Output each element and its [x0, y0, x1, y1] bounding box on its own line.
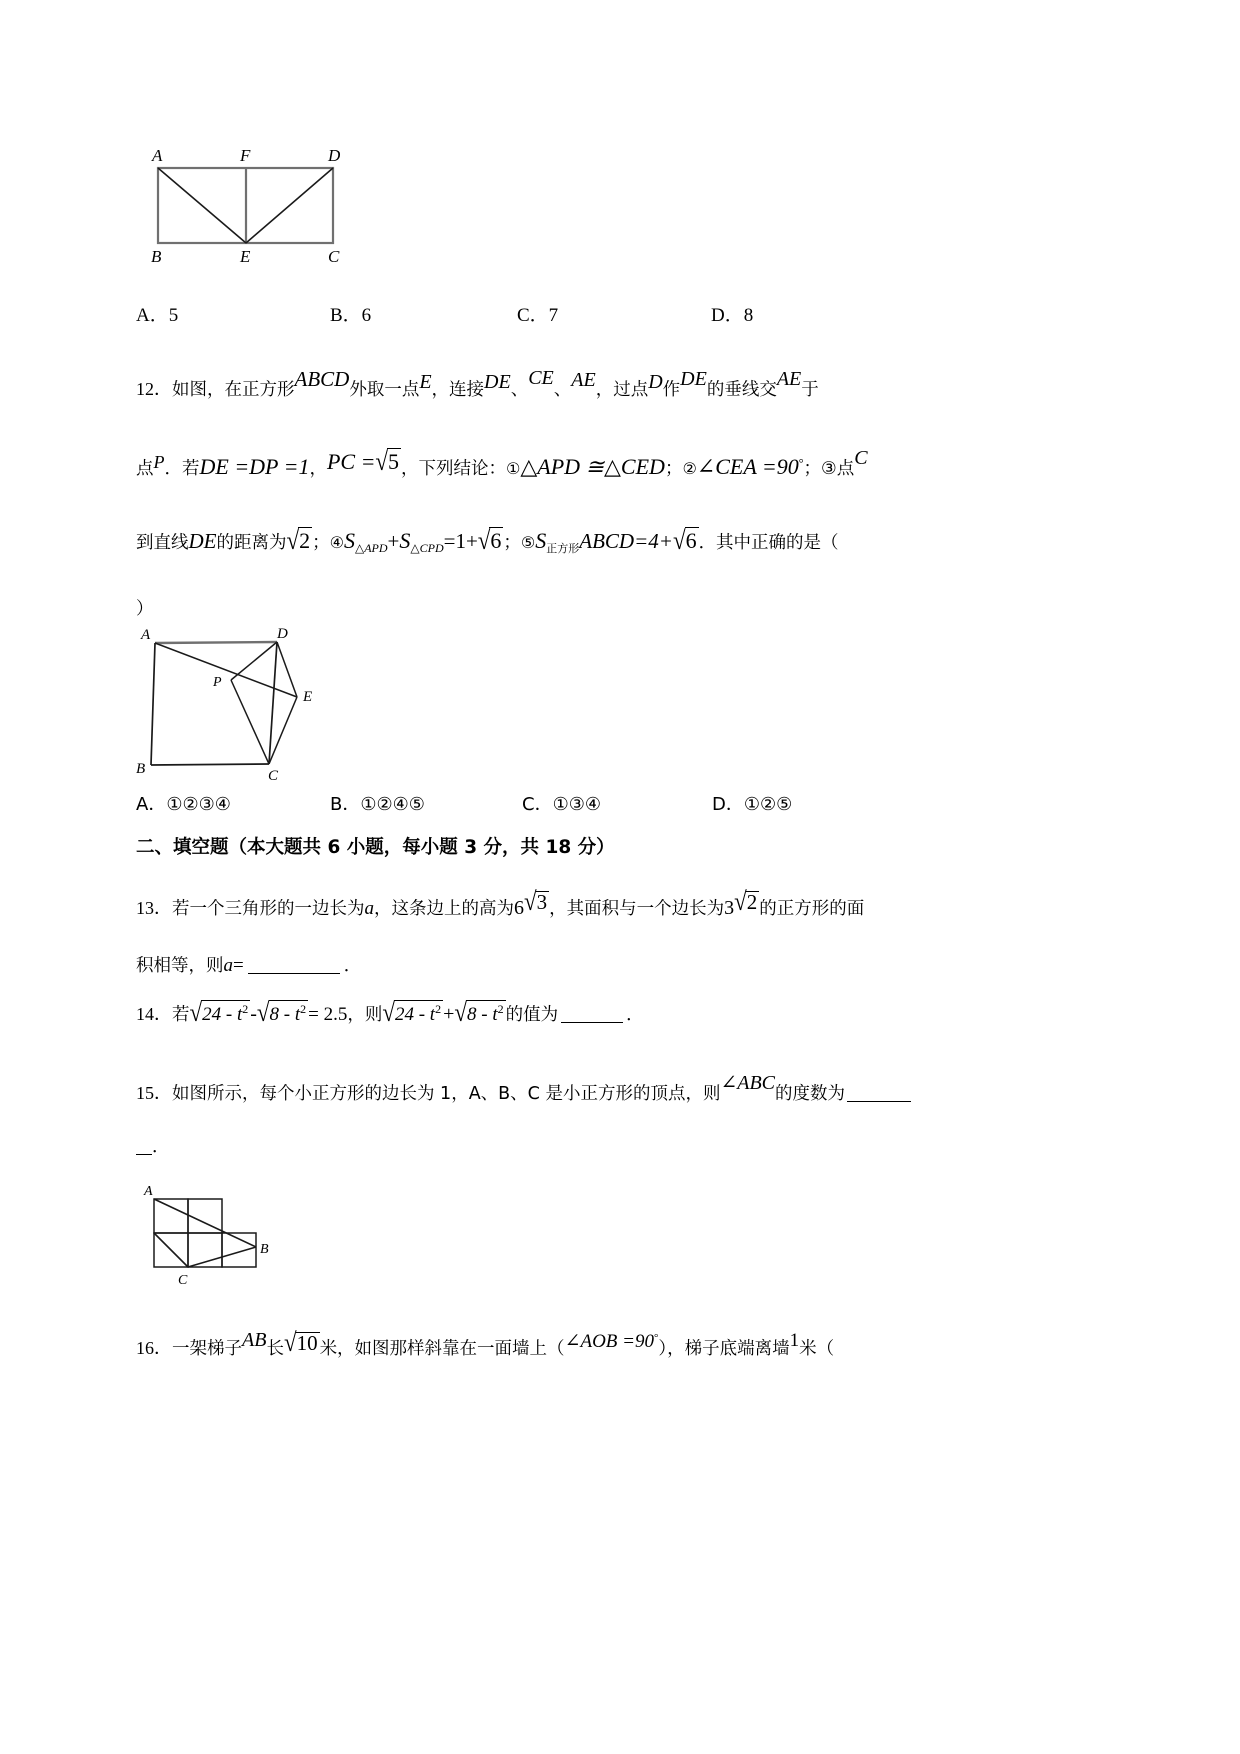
q12-rad-5-body: 5: [388, 449, 400, 474]
question-16-line-1: [136, 1330, 1066, 1374]
q12-l3-b: 的距离为: [216, 533, 287, 553]
q12-l3-c: ．其中正确的是（: [698, 533, 839, 553]
q13-n2: 3: [724, 897, 735, 919]
figure-1-label-F: F: [240, 146, 251, 165]
q12-var-abcd: ABCD: [294, 367, 350, 391]
q15-answer-blank[interactable]: [847, 1100, 911, 1102]
q13-l2-b: ．: [343, 956, 362, 976]
question-14-line-1: [136, 1000, 1066, 1048]
q13-l1-d: 的正方形的面: [759, 899, 865, 919]
q12-l3-semi-1: ；: [312, 533, 330, 553]
q12-var-p: P: [153, 452, 165, 472]
q12-option-c[interactable]: C．①③④: [522, 794, 601, 815]
figure-1-label-D: D: [328, 146, 341, 165]
q16-rad-10: √10: [283, 1328, 318, 1357]
figure-rectangle-abcd: [136, 138, 366, 268]
q12-mark-1: ①: [506, 459, 521, 478]
question-12-options: [136, 790, 936, 824]
q12-var-de2: DE: [680, 368, 707, 390]
question-13-line-2: [136, 952, 1066, 986]
q12-rad-6a-body: 6: [490, 528, 502, 553]
figure-3-label-C: C: [178, 1273, 188, 1288]
q14-c: 的值为: [505, 1005, 559, 1025]
q15-l1-a: 如图所示，每个小正方形的边长为 1，A、B、C 是小正方形的顶点，则: [172, 1084, 721, 1104]
q14-minus: -: [250, 1003, 257, 1025]
q12-text-d: 、: [510, 380, 529, 400]
q14-a: 若: [172, 1005, 190, 1025]
q13-var-a2: a: [223, 955, 233, 976]
q14-number: 14．: [136, 1004, 172, 1024]
q12-semi-2: ；: [803, 459, 822, 479]
figure-1-label-E: E: [240, 247, 251, 266]
figure-1-label-B: B: [151, 247, 162, 266]
q12-rad-2: √2: [286, 526, 311, 555]
option-c[interactable]: C．7: [517, 305, 559, 326]
q13-n1: 6: [514, 897, 524, 919]
q12-rad-2-body: 2: [299, 528, 311, 553]
q13-rad-3: √3: [524, 887, 548, 916]
q14-rad-4-exp: 2: [497, 1002, 504, 1016]
q12-eq-de-dp: DE =DP =1: [199, 454, 310, 479]
q12-mark-5: ⑤: [520, 533, 536, 552]
q12-eq-pc-lhs: PC =: [326, 449, 376, 474]
q12-concl-4-eq: =1+: [443, 529, 478, 553]
q14-rad-2-exp: 2: [300, 1002, 307, 1016]
q14-eq: = 2.5: [308, 1004, 348, 1025]
q12-option-d[interactable]: D．①②⑤: [712, 794, 793, 815]
figure-2-label-C: C: [268, 768, 279, 783]
q12-l2-c: ，: [309, 459, 327, 479]
q12-l3-semi-2: ；: [503, 533, 521, 553]
q12-var-ae2: AE: [776, 368, 802, 390]
q16-rad-10-body: 10: [296, 1331, 318, 1355]
q16-var-ab: AB: [242, 1329, 267, 1351]
question-13-line-1: [136, 887, 1066, 934]
q12-text-i: 于: [801, 380, 819, 400]
q12-concl-4: [344, 527, 503, 556]
q12-concl-5-s: S: [535, 528, 547, 553]
q14-rad-1-body: 24 - t: [202, 1004, 243, 1025]
figure-1-label-C: C: [328, 247, 340, 266]
q12-concl-2: [697, 454, 804, 480]
q12-text-f: ，过点: [595, 380, 649, 400]
q12-concl-4-s2: S: [399, 528, 411, 553]
q15-answer-blank-cont[interactable]: [136, 1153, 152, 1155]
q12-l3-de: DE: [188, 529, 217, 553]
q12-option-a[interactable]: A．①②③④: [136, 794, 231, 815]
figure-1-label-A: A: [152, 146, 163, 165]
figure-grid-abc: [136, 1185, 336, 1305]
q12-text-e: 、: [553, 380, 572, 400]
q12-text-b: 外取一点: [349, 380, 420, 400]
q14-d: ．: [626, 1005, 644, 1025]
q12-var-ce: CE: [528, 367, 554, 389]
q14-rad-3-body: 24 - t: [394, 1004, 436, 1025]
q14-rad-2-body: 8 - t: [269, 1004, 301, 1025]
q12-var-c: C: [854, 447, 868, 469]
q14-rad-3: $√24 - t^2$: [382, 998, 442, 1027]
figure-2-label-A: A: [141, 628, 151, 643]
q14-answer-blank[interactable]: [561, 1021, 623, 1023]
figure-1-svg: [136, 138, 366, 268]
q12-var-ae1: AE: [571, 369, 596, 391]
q16-angle-aob: [565, 1330, 659, 1353]
q14-rad-2: $√8 - t^2$: [256, 998, 307, 1027]
q13-eq: =: [233, 955, 244, 976]
q12-concl-2-lhs: ∠CEA =90: [696, 454, 799, 479]
q13-answer-blank[interactable]: [248, 972, 340, 974]
q16-angle-aob-deg: °: [654, 1332, 659, 1344]
q13-var-a1: a: [364, 898, 374, 919]
q12-rad-5: √5: [375, 447, 400, 476]
q16-a: 一架梯子: [172, 1339, 242, 1359]
q12-rad-6b-body: 6: [685, 528, 697, 553]
figure-3-label-A: A: [144, 1185, 153, 1199]
option-b[interactable]: B．6: [330, 305, 372, 326]
q12-concl-5-abcd: ABCD=4+: [579, 529, 673, 553]
q12-mark-3: ③点: [821, 459, 855, 479]
q12-l2-b: ．若: [164, 459, 200, 479]
q12-concl-4-s1: S: [343, 528, 355, 553]
q16-number: 16．: [136, 1338, 172, 1358]
q12-rad-6b: √6: [672, 526, 697, 555]
figure-2-label-D: D: [277, 628, 288, 642]
q15-l2: ．: [152, 1137, 170, 1157]
q12-semi-1: ；: [664, 459, 683, 479]
q16-b: 长: [266, 1339, 284, 1359]
q14-b: ，则: [347, 1005, 383, 1025]
question-12-line-3: [136, 527, 1066, 573]
q12-text-h: 的垂线交: [706, 380, 777, 400]
q12-mark-2: ②: [682, 459, 697, 478]
q12-l2-d: ，下列结论：: [401, 459, 507, 479]
q12-var-e: E: [419, 371, 432, 393]
figure-2-label-P: P: [213, 675, 222, 690]
question-12-number: 12．: [136, 379, 172, 399]
q14-rad-1: $√24 - t^2$: [189, 998, 249, 1027]
q16-angle-aob-lhs: ∠AOB =90: [564, 1331, 654, 1352]
q14-rad-4-body: 8 - t: [467, 1004, 498, 1025]
q16-d: ），梯子底端离墙: [658, 1339, 790, 1359]
q13-rad-2: √2: [734, 887, 758, 916]
q12-concl-4-s2-sub: △CPD: [410, 541, 444, 555]
q12-rad-6a: √6: [477, 526, 502, 555]
figure-3-label-B: B: [260, 1242, 269, 1257]
q14-rad-3-exp: 2: [435, 1002, 442, 1016]
q12-eq-pc: [327, 448, 401, 475]
question-12-line-4: ）: [136, 599, 154, 619]
q12-concl-4-plus: +: [387, 529, 400, 553]
q12-text-c: ，连接: [431, 380, 485, 400]
q12-var-d: D: [648, 371, 663, 393]
section-two-heading: 二、填空题（本大题共 6 小题，每小题 3 分，共 18 分）: [136, 837, 615, 858]
figure-2-label-E: E: [303, 689, 313, 705]
q12-concl-5-s-sub: 正方形: [546, 542, 580, 555]
q16-n1: 1: [789, 1330, 800, 1351]
q12-l3-a: 到直线: [136, 533, 189, 553]
figure-square-abcd-ext-e: [131, 628, 361, 783]
q16-c: 米，如图那样斜靠在一面墙上（: [319, 1339, 565, 1359]
q15-angle-abc: ∠ABC: [720, 1072, 775, 1094]
q12-concl-2-deg: °: [798, 456, 804, 470]
q13-l1-a: 若一个三角形的一边长为: [172, 899, 365, 919]
q15-l1-b: 的度数为: [775, 1084, 845, 1104]
q12-text-a: 如图，在正方形: [172, 380, 295, 400]
figure-2-svg: [131, 628, 361, 783]
q12-mark-4: ④: [329, 533, 344, 552]
q12-concl-5: [535, 527, 698, 556]
question-15-line-1: [136, 1073, 1066, 1117]
q12-option-b[interactable]: B．①②④⑤: [330, 794, 425, 815]
q13-number: 13．: [136, 898, 172, 918]
q13-l1-b: ，这条边上的高为: [374, 899, 514, 919]
question-15-line-2: [136, 1133, 1066, 1163]
q12-concl-1: △APD ≅△CED: [520, 454, 665, 479]
q13-l2-a: 积相等，则: [136, 956, 224, 976]
q12-l2-a: 点: [136, 459, 154, 479]
q13-rad-2-body: 2: [746, 890, 758, 914]
q14-rad-1-exp: 2: [242, 1002, 249, 1016]
option-d[interactable]: D．8: [711, 305, 754, 326]
figure-2-label-B: B: [136, 761, 146, 777]
q14-rad-4: $√8 - t^2$: [454, 998, 504, 1027]
q16-e: 米（: [799, 1339, 835, 1359]
q14-plus: +: [443, 1003, 455, 1025]
question-11-options: [136, 300, 896, 334]
question-12-line-1: [136, 368, 1066, 410]
option-a[interactable]: A．5: [136, 305, 179, 326]
q12-concl-4-s1-sub: △APD: [354, 541, 388, 555]
question-12-line-2: [136, 448, 1066, 494]
figure-3-svg: [136, 1185, 336, 1305]
q12-text-g: 作: [662, 380, 681, 400]
q13-l1-c: ，其面积与一个边长为: [549, 899, 725, 919]
q13-rad-3-body: 3: [536, 890, 548, 914]
q12-var-de1: DE: [484, 371, 511, 393]
q15-number: 15．: [136, 1083, 172, 1103]
